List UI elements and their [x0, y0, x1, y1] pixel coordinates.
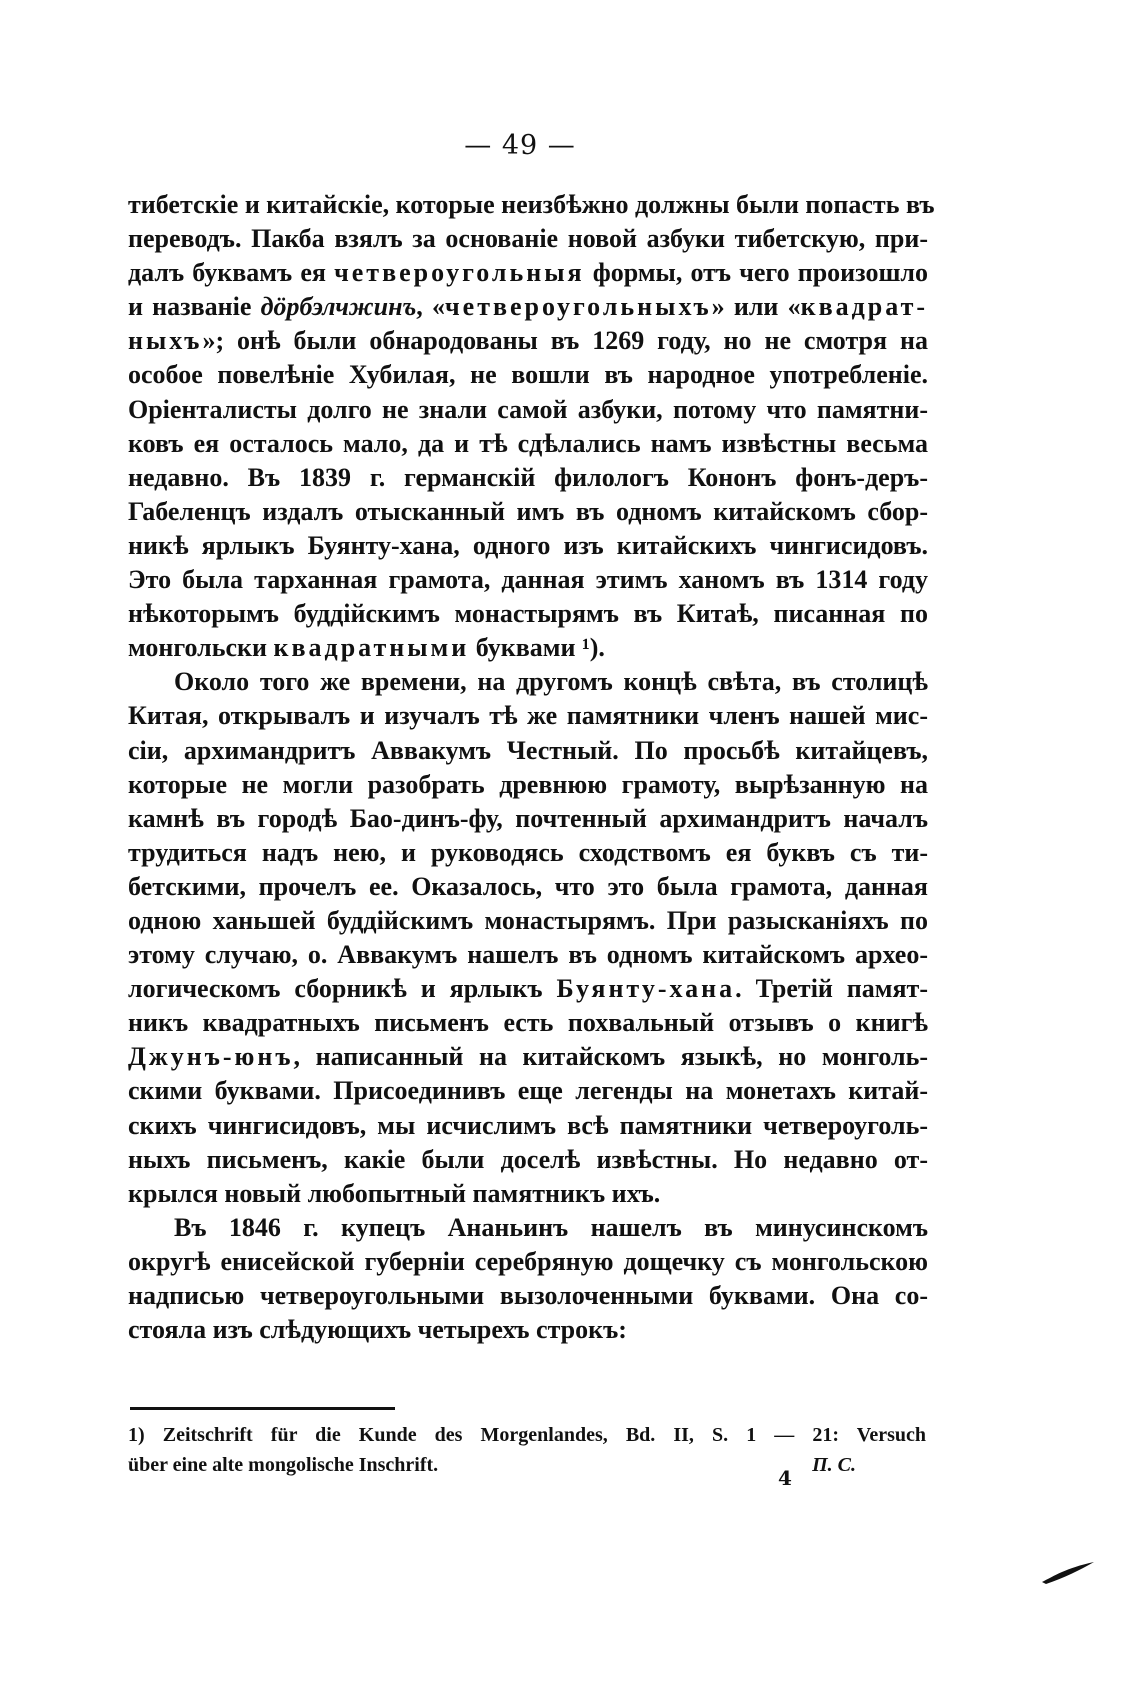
text-segment: » или « — [711, 292, 801, 322]
text-line: недавно. Въ 1839 г. германскій филологъ Кононъ фонъ-деръ- — [128, 462, 928, 492]
text-line: ныхъ письменъ, какіе были доселѣ извѣстны. Но недавно от- — [128, 1144, 928, 1174]
emphasis-text: четвероугольныя — [334, 258, 585, 288]
text-segment: . Третій памят- — [735, 974, 928, 1004]
text-segment: и названіе — [128, 292, 261, 322]
emphasis-text: квадрат- — [800, 292, 928, 322]
signature-mark: 4 — [778, 1466, 792, 1490]
emphasis-text: Буянту-хана — [556, 974, 736, 1004]
emphasis-text: Джунъ-юнъ — [128, 1042, 294, 1072]
text-segment: далъ буквамъ ея — [128, 258, 335, 288]
text-line: скими буквами. Присоединивъ еще легенды на монетахъ китай- — [128, 1076, 928, 1106]
text-line — [128, 972, 928, 1006]
text-line: никѣ ярлыкъ Буянту-хана, одного изъ китайскихъ чингисидовъ. — [128, 530, 928, 560]
text-line: камнѣ въ городѣ Бао-динъ-фу, почтенный архимандритъ началъ — [128, 803, 928, 833]
text-line — [128, 290, 928, 324]
text-segment: »; онѣ были обнародованы въ 1269 году, но не смотря на — [202, 326, 928, 356]
text-line: скихъ чингисидовъ, мы исчислимъ всѣ памятники четвероуголь- — [128, 1110, 928, 1140]
ink-stroke-mark — [1040, 1558, 1098, 1586]
text-line: нѣкоторымъ буддійскимъ монастырямъ въ Китаѣ, писанная по — [128, 599, 928, 629]
text-line: округѣ енисейской губерніи серебряную дощечку съ монгольскою — [128, 1246, 928, 1276]
text-segment: , « — [416, 292, 445, 322]
text-segment: , написанный на китайскомъ языкѣ, но монголь- — [293, 1042, 928, 1072]
text-line: Китая, открывалъ и изучалъ тѣ же памятники членъ нашей мис- — [128, 701, 928, 731]
text-line: Оріенталисты долго не знали самой азбуки, потому что памятни- — [128, 394, 928, 424]
text-line: стояла изъ слѣдующихъ четырехъ строкъ: — [128, 1315, 627, 1345]
text-segment: монгольски — [128, 633, 274, 663]
footnote-text: über eine alte mongolische Inschrift. — [128, 1454, 439, 1476]
text-line: этому случаю, о. Аввакумъ нашелъ въ одномъ китайскомъ архео- — [128, 940, 928, 970]
text-line: одною ханьшей буддійскимъ монастырямъ. При разысканіяхъ по — [128, 905, 928, 935]
emphasis-text: квадратными — [273, 633, 470, 663]
text-line: переводъ. Пакба взялъ за основаніе новой азбуки тибетскую, при- — [128, 224, 928, 254]
text-line: бетскими, прочелъ ее. Оказалось, что это была грамота, данная — [128, 871, 928, 901]
text-line: ковъ ея осталось мало, да и тѣ сдѣлались намъ извѣстны весьма — [128, 428, 928, 458]
text-line: надписью четвероугольными вызолоченными буквами. Она со- — [128, 1281, 928, 1310]
text-segment: буквами ¹). — [469, 633, 605, 663]
text-line: Это была тарханная грамота, данная этимъ ханомъ въ 1314 году — [128, 565, 928, 595]
footnote-line — [128, 1450, 926, 1480]
text-line: Габеленцъ издалъ отысканный имъ въ одномъ китайскомъ сбор- — [128, 496, 928, 526]
emphasis-text: ныхъ — [128, 326, 203, 356]
text-line: Въ 1846 г. купецъ Ананьинъ нашелъ въ минусинскомъ — [174, 1212, 928, 1242]
text-line: которые не могли разобрать древнюю грамоту, вырѣзанную на — [128, 769, 928, 799]
text-segment: логическомъ сборникѣ и ярлыкъ — [128, 974, 557, 1004]
text-line: тибетскіе и китайскіе, которые неизбѣжно должны были попасть въ — [128, 190, 935, 219]
footnote-line: 1) Zeitschrift für die Kunde des Morgenlandes, Bd. II, S. 1 — 21: Versuch — [128, 1424, 926, 1446]
text-line — [128, 631, 928, 665]
italic-term: дӧрбэлчжинъ — [260, 292, 417, 322]
text-line: крылся новый любопытный памятникъ ихъ. — [128, 1178, 661, 1208]
footnote-initials: П. С. — [812, 1454, 856, 1476]
emphasis-text: четвероугольныхъ — [445, 292, 712, 322]
text-line: трудиться надъ нею, и руководясь сходствомъ ея буквъ съ ти- — [128, 837, 928, 867]
text-line — [128, 324, 928, 358]
page-number: — 49 — — [464, 130, 576, 161]
text-line: никъ квадратныхъ письменъ есть похвальный отзывъ о книгѣ — [128, 1008, 928, 1038]
text-line: особое повелѣніе Хубилая, не вошли въ народное употребленіе. — [128, 360, 928, 390]
body-text — [128, 188, 935, 1347]
text-line: Около того же времени, на другомъ концѣ свѣта, въ столицѣ — [174, 667, 928, 697]
text-line — [128, 1040, 928, 1074]
text-line — [128, 256, 928, 290]
text-segment: формы, отъ чего произошло — [584, 258, 928, 288]
footnotes — [128, 1420, 926, 1480]
text-line: сіи, архимандритъ Аввакумъ Честный. По просьбѣ китайцевъ, — [128, 735, 928, 765]
footnote-divider — [130, 1407, 395, 1410]
